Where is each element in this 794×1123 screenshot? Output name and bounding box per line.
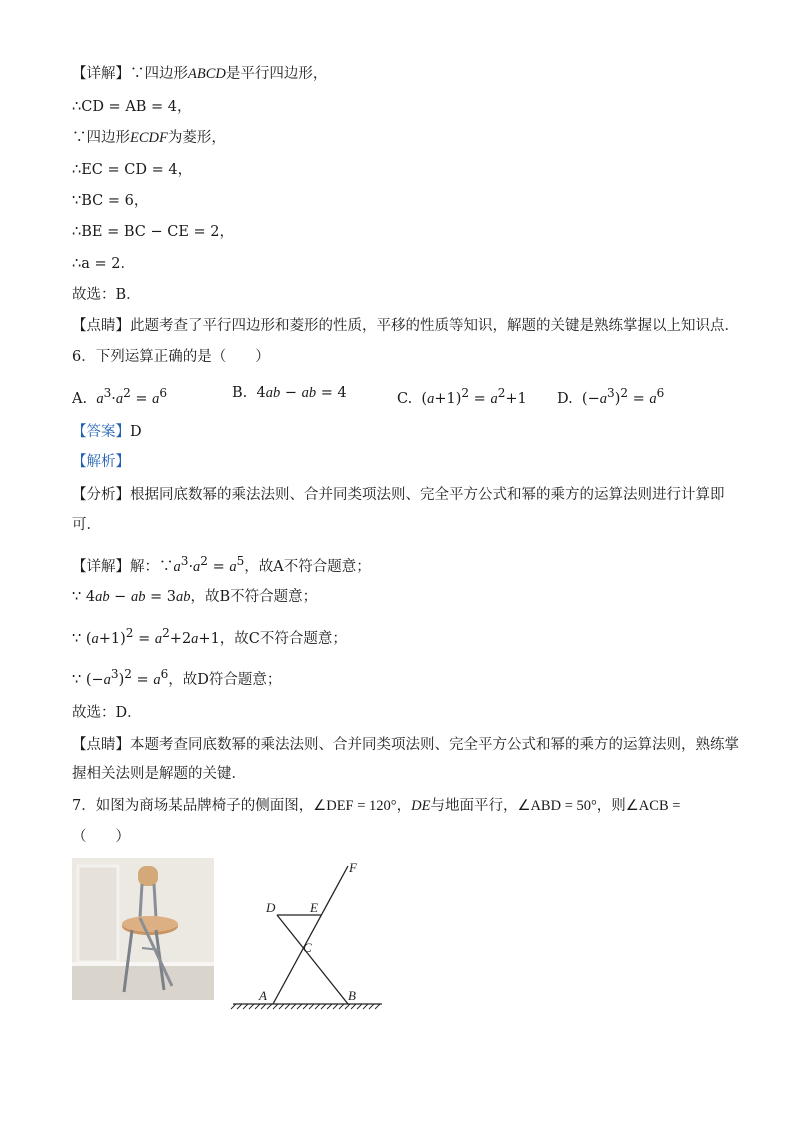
label-b: B xyxy=(348,988,356,1003)
proof-line-4: ∴EC = CD = 4， xyxy=(72,162,193,178)
fenxi-line-1: 【分析】根据同底数幂的乘法法则、合并同类项法则、完全平方公式和幂的乘方的运算法则进行计算即 xyxy=(72,487,725,503)
dianjing-q6-line-2: 握相关法则是解题的关键． xyxy=(72,766,246,782)
proof-line-2: ∴CD = AB = 4， xyxy=(72,99,192,115)
line-af xyxy=(273,866,348,1004)
proof-line-3: ∵四边形ECDF为菱形， xyxy=(72,130,226,146)
line-db xyxy=(277,915,348,1004)
label-e: E xyxy=(310,900,318,915)
proof-line-5: ∵BC = 6， xyxy=(72,193,149,209)
question-6-stem: 6．下列运算正确的是（ ） xyxy=(72,349,270,365)
chair-photo xyxy=(72,858,214,1000)
label-c: C xyxy=(303,940,312,955)
proof-line-1: 【详解】∵四边形ABCD是平行四边形， xyxy=(72,66,328,82)
xiangjie-line-d: ∵ $(-a^3)^2 = a^6$，故D符合题意； xyxy=(72,667,282,688)
question-7-stem: 7．如图为商场某品牌椅子的侧面图，∠DEF = 120°，DE与地面平行，∠ABD = 50°，则∠ACB = xyxy=(72,798,681,814)
question-7-paren: （ ） xyxy=(72,829,130,845)
label-f: F xyxy=(349,860,357,875)
option-b: B. 4ab − ab = 4 xyxy=(232,385,347,401)
option-a: A. $a^3\cdot a^2 = a^6$ xyxy=(72,386,168,407)
proof-line-7: ∴a = 2． xyxy=(72,256,135,272)
xiangjie-line-c: ∵ $(a+1)^2 = a^2+2a+1$，故C不符合题意； xyxy=(72,626,347,647)
option-d: D. $(-a^3)^2 = a^6$ xyxy=(557,386,665,407)
choice-line: 故选：B． xyxy=(72,287,141,303)
dianjing-line: 【点睛】此题考查了平行四边形和菱形的性质，平移的性质等知识，解题的关键是熟练掌握以上知识点． xyxy=(72,318,739,334)
label-d: D xyxy=(266,900,276,915)
chair-geometry-diagram xyxy=(230,856,390,1012)
chair-image xyxy=(72,858,214,1000)
dianjing-q6-line-1: 【点睛】本题考查同底数幂的乘法法则、合并同类项法则、完全平方公式和幂的乘方的运算法则，熟练掌 xyxy=(72,737,739,753)
option-c: C. $(a+1)^2 = a^2+1$ xyxy=(397,386,527,407)
label-a: A xyxy=(259,988,267,1003)
proof-line-6: ∴BE = BC − CE = 2， xyxy=(72,224,234,240)
jiexi-label: 【解析】 xyxy=(72,454,130,470)
fenxi-line-2: 可． xyxy=(72,517,101,533)
xiangjie-line-b: ∵ 4ab − ab = 3ab，故B不符合题意； xyxy=(72,589,318,605)
xiangjie-line-a: 【详解】解：$\because a^3\cdot a^2 = a^5$，故A不符合题意； xyxy=(72,554,371,575)
choice-line-q6: 故选：D． xyxy=(72,705,142,721)
answer-line: 【答案】D xyxy=(72,424,142,440)
